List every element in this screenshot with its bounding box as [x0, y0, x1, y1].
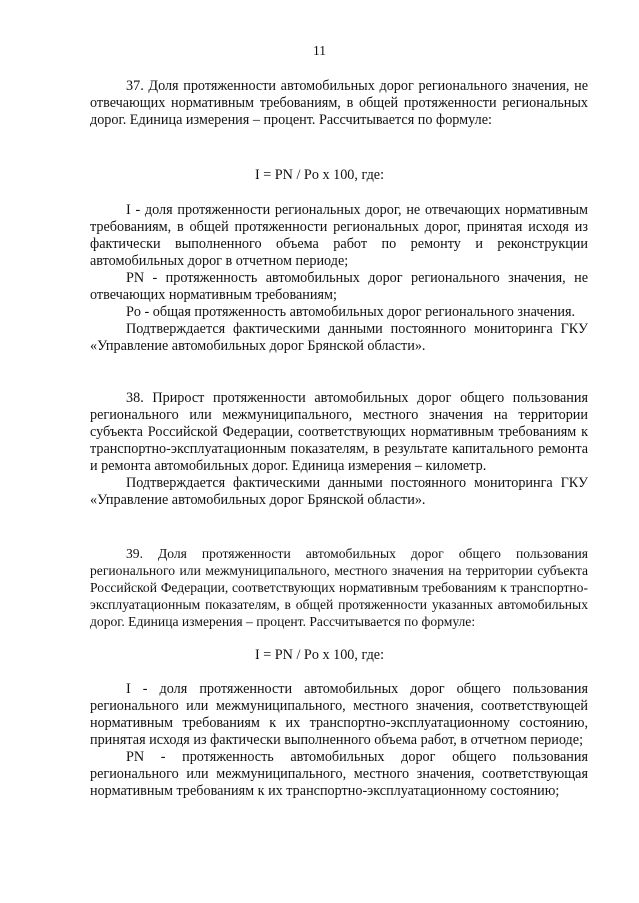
item-37-text: 37. Доля протяженности автомобильных дорог регионального значения, не отвечающих нормативным требованиям, в общей протяженности региональных дорог. Единица измерения – процент. Рассчитывается по формуле:	[90, 78, 588, 128]
confirm-37: Подтверждается фактическими данными постоянного мониторинга ГКУ «Управление автомобильных дорог Брянской области».	[90, 321, 588, 354]
confirm-38: Подтверждается фактическими данными постоянного мониторинга ГКУ «Управление автомобильных дорог Брянской области».	[90, 475, 588, 508]
formula-37: I = PN / Po x 100, где:	[254, 167, 385, 183]
item-37-block	[90, 78, 588, 129]
page-number: 11	[313, 43, 326, 58]
item-37-definitions	[90, 202, 588, 355]
item-38-text: 38. Прирост протяженности автомобильных дорог общего пользования регионального или межмуниципального, местного значения на территории субъекта Российской Федерации, соответствующих нормативным требованиям к транспортно-эксплуатационным показателям, в результате капитального ремонта и ремонта автомобильных дорог. Единица измерения – километр.	[90, 390, 588, 474]
def-i-37: I - доля протяженности региональных дорог, не отвечающих нормативным требованиям, в общей протяженности региональных дорог, принятая исходя из фактически выполненного объема работ по ремонту и реконструкции автомобильных дорог в отчетном периоде;	[90, 202, 588, 269]
formula-37-row	[0, 167, 639, 184]
def-pn-37: PN - протяженность автомобильных дорог регионального значения, не отвечающих нормативным требованиям;	[90, 270, 588, 303]
item-39-definitions	[90, 681, 588, 800]
item-38-block	[90, 390, 588, 509]
def-po-37: Po - общая протяженность автомобильных дорог регионального значения.	[126, 304, 576, 320]
formula-39: I = PN / Po x 100, где:	[254, 647, 385, 663]
formula-39-row	[0, 647, 639, 664]
def-pn-39: PN - протяженность автомобильных дорог общего пользования регионального или межмуниципального, местного значения, соответствующая нормативным требованиям к их транспортно-эксплуатационному состоянию;	[90, 749, 588, 799]
item-39-block	[90, 545, 588, 630]
item-39-text: 39. Доля протяженности автомобильных дорог общего пользования регионального или межмуниципального, местного значения на территории субъекта Российской Федерации, соответствующих нормативным требованиям к транспортно-эксплуатационным показателям, в общей протяженности указанных автомобильных дорог. Единица измерения – процент. Рассчитывается по формуле:	[90, 546, 588, 629]
def-i-39: I - доля протяженности автомобильных дорог общего пользования регионального или межмуниципального, местного значения, соответствующей нормативным требованиям к их транспортно-эксплуатационному состоянию, принятая исходя из фактически выполненного объема работ, в отчетном периоде;	[90, 681, 588, 748]
